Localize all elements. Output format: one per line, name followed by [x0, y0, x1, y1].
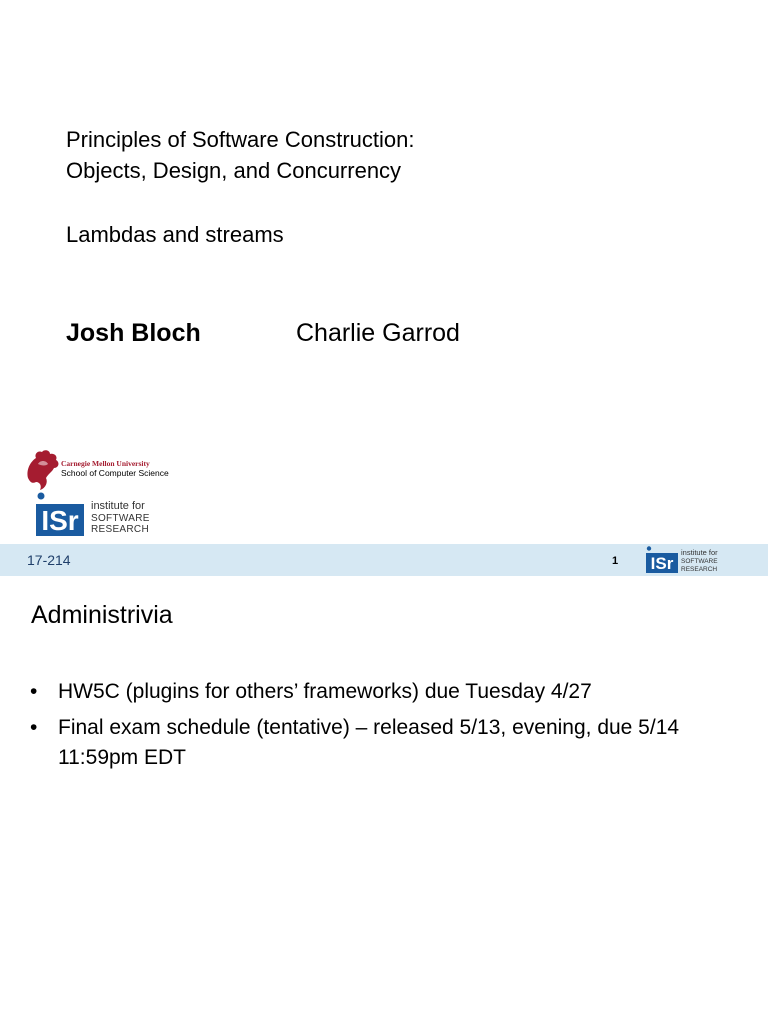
dragon-icon: [24, 448, 62, 492]
cmu-logo: [24, 448, 174, 492]
bullet-icon: •: [30, 680, 38, 703]
author-secondary: Charlie Garrod: [296, 319, 460, 347]
title-line-2: Objects, Design, and Concurrency: [66, 158, 402, 183]
isr-logo-small: [645, 544, 735, 576]
list-item: [30, 677, 730, 707]
cmu-university-text: Carnegie Mellon University: [61, 459, 150, 468]
isr-line1: institute for: [91, 500, 145, 512]
bullet-list: [30, 677, 730, 779]
isr-small-line3: RESEARCH: [681, 566, 718, 573]
isr-small-line2: SOFTWARE: [681, 558, 718, 565]
isr-mark-text: ISr: [41, 505, 79, 536]
isr-small-line1: institute for: [681, 548, 718, 557]
author-primary: Josh Bloch: [66, 319, 201, 347]
title-line-1: Principles of Software Construction:: [66, 127, 415, 152]
isr-line3: RESEARCH: [91, 524, 149, 535]
isr-logo-icon: [34, 492, 86, 538]
isr-mark-text-small: ISr: [650, 554, 674, 573]
isr-logo-icon: [645, 546, 679, 574]
slide-footer: [0, 544, 768, 576]
cmu-school-text: School of Computer Science: [61, 468, 169, 478]
bullet-text: HW5C (plugins for others’ frameworks) due Tuesday 4/27: [58, 680, 592, 703]
bullet-text: Final exam schedule (tentative) – released 5/13, evening, due 5/14 11:59pm EDT: [58, 716, 680, 769]
lecture-topic: Lambdas and streams: [66, 222, 284, 247]
list-item: [30, 713, 730, 773]
slide-heading: Administrivia: [31, 601, 173, 629]
isr-line2: SOFTWARE: [91, 513, 150, 524]
page-number: 1: [612, 555, 619, 567]
isr-logo: [34, 492, 164, 538]
bullet-icon: •: [30, 716, 38, 739]
course-number: 17-214: [27, 552, 71, 568]
